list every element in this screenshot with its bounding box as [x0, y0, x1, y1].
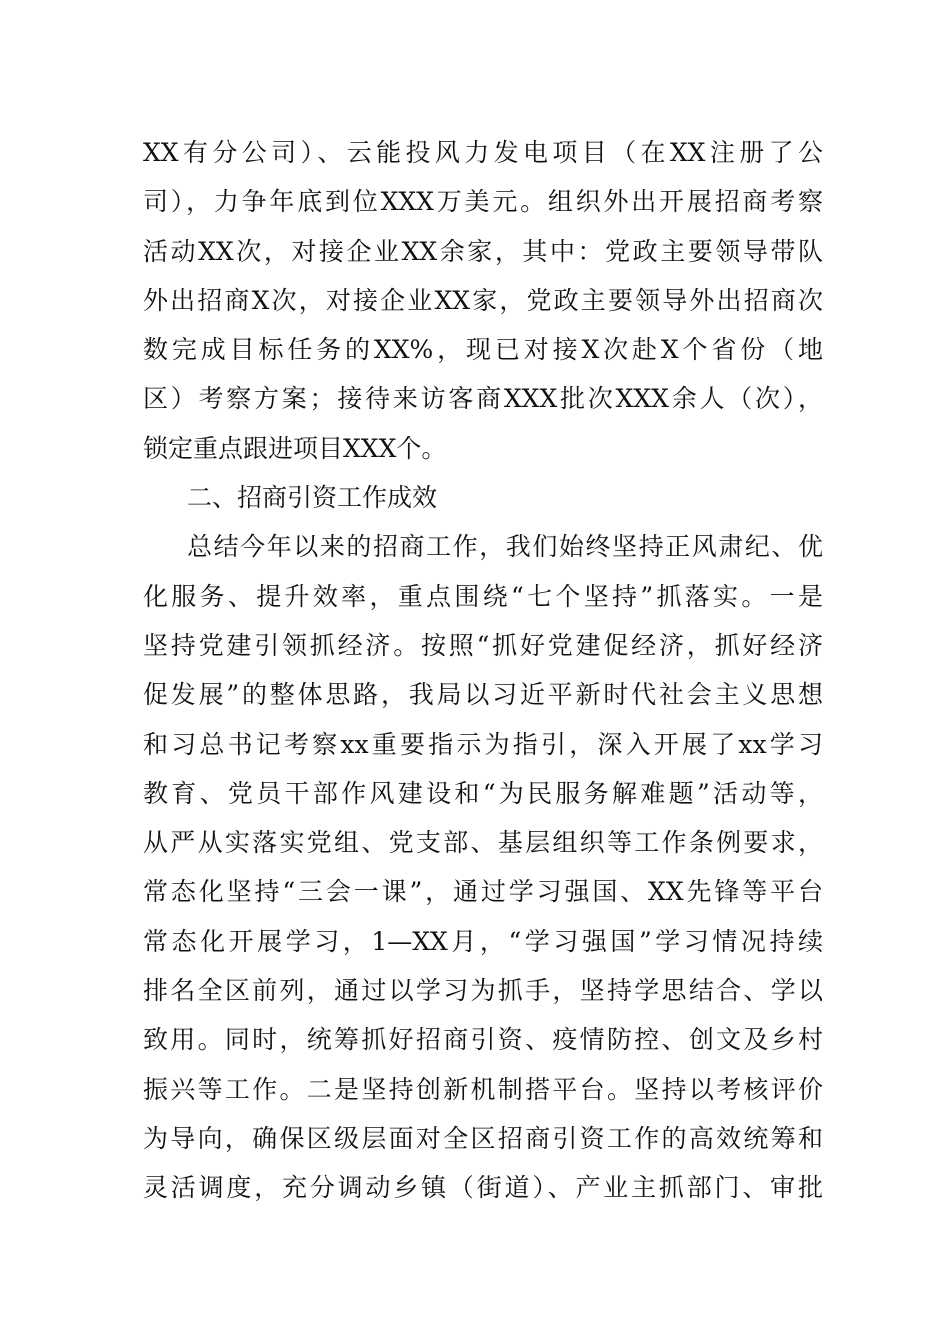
text-line: 常态化开展学习，1—XX月，“学习强国”学习情况持续 [143, 926, 823, 956]
section-heading: 二、招商引资工作成效 [187, 483, 438, 513]
text-line: 活动XX次，对接企业XX余家，其中：党政主要领导带队 [143, 236, 823, 266]
text-line: 坚持党建引领抓经济。按照“抓好党建促经济，抓好经济 [143, 630, 823, 660]
text-line: 常态化坚持“三会一课”，通过学习强国、XX先锋等平台 [143, 877, 823, 907]
text-line: 从严从实落实党组、党支部、基层组织等工作条例要求， [143, 828, 823, 858]
text-line: 促发展”的整体思路，我局以习近平新时代社会主义思想 [143, 680, 823, 710]
text-line: 区）考察方案；接待来访客商XXX批次XXX余人（次）， [143, 384, 823, 414]
text-line: 和习总书记考察xx重要指示为指引，深入开展了xx学习 [143, 729, 823, 759]
text-line: 排名全区前列，通过以学习为抓手，坚持学思结合、学以 [143, 976, 823, 1006]
text-line: 致用。同时，统筹抓好招商引资、疫情防控、创文及乡村 [143, 1025, 823, 1055]
text-line: 数完成目标任务的XX%，现已对接X次赴X个省份（地 [143, 335, 823, 365]
text-line: 教育、党员干部作风建设和“为民服务解难题”活动等， [143, 778, 823, 808]
text-line: 灵活调度，充分调动乡镇（街道）、产业主抓部门、审批 [143, 1173, 823, 1203]
text-line: 司），力争年底到位XXX万美元。组织外出开展招商考察 [143, 187, 823, 217]
text-line: 锁定重点跟进项目XXX个。 [143, 433, 447, 463]
text-line: 化服务、提升效率，重点围绕“七个坚持”抓落实。一是 [143, 581, 823, 611]
document-body [143, 128, 823, 1213]
text-line: XX有分公司）、云能投风力发电项目（在XX注册了公 [143, 138, 823, 167]
text-line: 振兴等工作。二是坚持创新机制搭平台。坚持以考核评价 [143, 1074, 823, 1104]
text-line: 外出招商X次，对接企业XX家，党政主要领导外出招商次 [143, 285, 823, 315]
text-line: 为导向，确保区级层面对全区招商引资工作的高效统筹和 [143, 1123, 823, 1153]
text-line: 总结今年以来的招商工作，我们始终坚持正风肃纪、优 [187, 532, 823, 562]
